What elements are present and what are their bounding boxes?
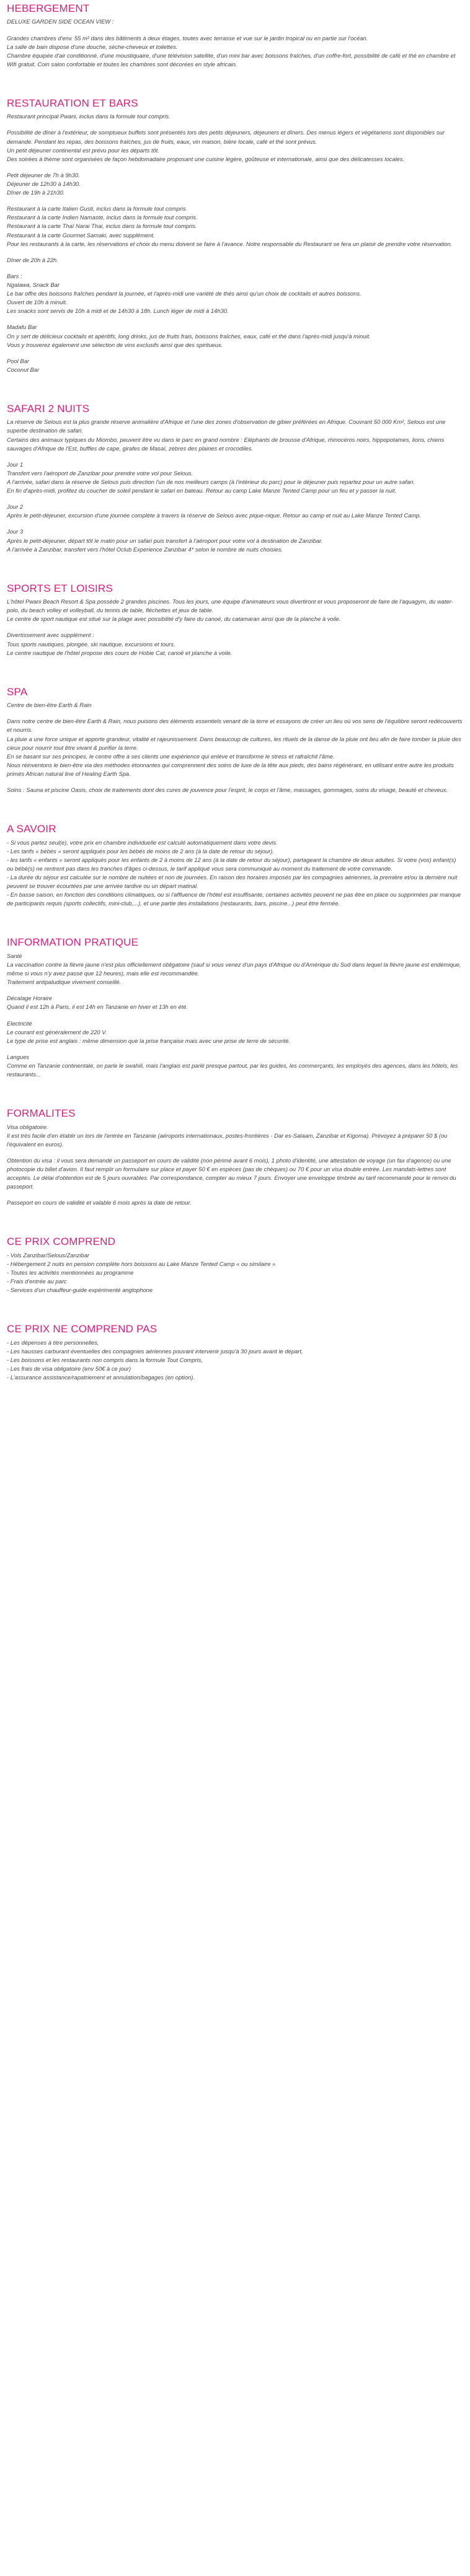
paragraph-gap <box>7 520 463 527</box>
paragraph-gap <box>7 495 463 503</box>
section-title: CE PRIX COMPREND <box>7 1236 116 1248</box>
paragraph-gap <box>7 778 463 786</box>
paragraph-gap <box>7 987 463 994</box>
paragraph: Jour 2 Après le petit-déjeuner, excursion d'une journée complète à travers la réserve de Selous avec pique-nique. Retour au camp et nuit au Lake Manze Tented Camp. <box>7 503 421 519</box>
section-sports-et-loisirs <box>7 582 463 657</box>
paragraph-gap <box>7 315 463 323</box>
section-a-savoir <box>7 823 463 908</box>
paragraph: La réserve de Selous est la plus grande réserve animalière d'Afrique et l'une des zones d'observation de gibier préférées en Afrique. Couvrant 50 000 Km², Selous est une superbe destination de safari. Certains des animaux typiques du Miombo, peuvent être vu dans le parc en grand nombre : Eléphants de brousse d'Afrique, rhinocéros noirs, hippopotames, lions, chiens sauvages d'Afrique de l'Est, buffles de cape, girafes de Masaï, zèbres des plaines et crocodiles. <box>7 418 446 452</box>
section-title: HEBERGEMENT <box>7 2 90 14</box>
section-safari-2-nuits <box>7 403 463 554</box>
paragraph: - Les dépenses à titre personnelles, - Les hausses carburant éventuelles des compagnies aériennes pouvant intervenir jusqu'à 30 jours avant le départ, - Les boissons et les restaurants non compris dans la formule Tout Compris, - Les frais de visa obligatoire (env 50€ à ce jour) - L'assurance assistance/rapatriement et annulation/bagages (en option). <box>7 1339 303 1381</box>
paragraph: Dans notre centre de bien-être Earth & Rain, nous puisons des éléments essentiels venant de la terre et essayons de créer un lieu où vos sens de l'équilibre seront redécouverts et nourris. La pluie a une force unique et apporte grandeur, vitalité et rajeunissement. Dans beaucoup de cultures, les rituels de la danse de la pluie ont lieu afin de faire tomber la pluie des cieux pour nourrir tout être vivant & purifier la terre. En se basant sur ses principes, le centre offre à ses clients une expérience qui enlève et transforme le stress et rafraîchit l'âme. Nous réinventons le bien-être via des méthodes étonnantes qui comprennent des soins de luxe de la tête aux pieds, des bains régénérant, en utilisant entre autre les produits primés African natural line of Healing Earth Spa. <box>7 718 463 777</box>
paragraph-gap <box>7 1045 463 1053</box>
paragraph: Pool Bar Coconut Bar <box>7 357 40 373</box>
paragraph-gap <box>7 248 463 256</box>
paragraph: Santé La vaccination contre la fièvre jaune n'est plus officiellement obligatoire (sauf si vous venez d'un pays d'Afrique ou d'Amérique du Sud dans lequel la fièvre jaune est endémique, même si vous n'y avez passé que 12 heures), mais elle est recommandée. Traitement antipaludique vivement conseillé. <box>7 952 461 986</box>
paragraph-gap <box>7 453 463 460</box>
section-title: INFORMATION PRATIQUE <box>7 936 139 949</box>
paragraph: Soins : Sauna et piscine Oasis, choix de traitements dont des cures de jouvence pour l'esprit, le corps et l'âme, massages, gommages, soins du visage, beauté et cheveux. <box>7 786 448 794</box>
paragraph: Possibilité de dîner à l'extérieur, de somptueux buffets sont présentés lors des petits déjeuners, déjeuners et dîners. Des menus légers et végétariens sont disponibles sur demande. Pendant les repas, des boissons fraîches, jus de fruits, eaux, vin maison, bière locale, café et thé sont prévus. Un petit déjeuner continental est prévu pour les départs tôt. Des soirées à thème sont organisées de façon hebdomadaire proposant une cuisine légère, goûteuse et internationale, ainsi que des délicatesses locales. <box>7 129 445 162</box>
section-title: SPORTS ET LOISIRS <box>7 582 113 594</box>
paragraph: Centre de bien-être Earth & Rain <box>7 701 92 709</box>
paragraph: Restaurant à la carte Italien Gusti, inclus dans la formule tout compris Restaurant à la carte Indien Namaste, inclus dans la formule tout compris. Restaurant à la carte Thaï Narai Thai, inclus dans la formule tout compris. Restaurant à la carte Gourmet Samaki, avec supplément. Pour les restaurants à la carte, les réservations et choix du menu doivent se faire à l'avance. Notre responsable du Restaurant se fera un plaisir de prendre votre réservation. <box>7 205 453 247</box>
paragraph-gap <box>7 197 463 204</box>
paragraph: - Vols Zanzibar/Selous/Zanzibar - Hébergement 2 nuits en pension complète hors boissons au Lake Manze Tented Camp « ou similaire » - Toutes les activités mentionnées au programme - Frais d'entrée au parc - Services d'un chauffeur-guide expérimenté anglophone <box>7 1251 276 1294</box>
paragraph: DELUXE GARDEN SIDE OCEAN VIEW : <box>7 18 114 25</box>
paragraph-gap <box>7 164 463 171</box>
paragraph-gap <box>7 349 463 357</box>
section-information-pratique <box>7 936 463 1079</box>
paragraph: Passeport en cours de validité et valable 6 mois après la date de retour. <box>7 1199 192 1207</box>
paragraph: Petit déjeuner de 7h à 9h30. Déjeuner de 12h30 à 14h30. Dîner de 19h à 21h30. <box>7 171 81 196</box>
paragraph: Langues Comme en Tanzanie continentale, on parle le swahili, mais l'anglais est parlé presque partout, par les guides, les commerçants, les employés des agences, dans les hôtels, les restaurants... <box>7 1053 458 1078</box>
section-restauration-et-bars <box>7 97 463 374</box>
paragraph-gap <box>7 710 463 717</box>
section-ce-prix-comprend <box>7 1236 463 1295</box>
section-title: A SAVOIR <box>7 823 56 835</box>
paragraph: Madafu Bar On y sert de délicieux cocktails et apéritifs, long drinks, jus de fruits frais, boissons fraîches, eaux, café et thé dans l'après-midi jusqu'à minuit. Vous y trouverez également une sélection de vins exclusifs ainsi que des spiritueux. <box>7 323 371 348</box>
paragraph-gap <box>7 27 463 34</box>
paragraph: Electricité Le courant est généralement de 220 V. Le type de prise est anglais : même dimension que la prise française mais avec une prise de terre de sécurité. <box>7 1019 291 1044</box>
paragraph-gap <box>7 1191 463 1198</box>
section-hebergement <box>7 2 463 69</box>
section-title: FORMALITES <box>7 1107 76 1120</box>
paragraph: Jour 1 Transfert vers l'aéroport de Zanzibar pour prendre votre vol pour Selous. A l'arrivée, safari dans la réserve de Selous puis direction l'un de nos meilleurs camps (à l'intérieur du parc) pour le déjeuner puis repartez pour un autre safari. En fin d'après-midi, profitez du coucher de soleil pendant le safari en bateau. Retour au camp Lake Manze Tented Camp pour un feu et y passer la nuit. <box>7 460 415 495</box>
paragraph-gap <box>7 1149 463 1156</box>
paragraph: Grandes chambres d'env. 55 m² dans des bâtiments à deux étages, toutes avec terrasse et vue sur le jardin tropical ou en partie sur l'océan. La salle de bain dispose d'une douche, sèche-cheveux et toilettes. Chambre équipée d'air conditionné, d'une moustiquaire, d'une télévision satellite, d'un mini bar avec boissons fraîches, d'un coffre-fort, possibilité de café et thé en chambre et Wifi gratuit. Coin salon confortable et toutes les chambres sont décorées en style africain. <box>7 34 456 68</box>
paragraph: Jour 3 Après le petit-déjeuner, départ tôt le matin pour un safari puis transfert à l'aéroport pour votre vol à destination de Zanzibar. A l'arrivée à Zanzibar, transfert vers l'hôtel Oclub Experience Zanzibar 4* selon le nombre de nuits choisies. <box>7 528 323 553</box>
paragraph-gap <box>7 1012 463 1019</box>
paragraph-gap <box>7 623 463 631</box>
paragraph-gap <box>7 265 463 272</box>
paragraph: Bars : Ngalawa, Snack Bar Le bar offre des boissons fraîches pendant la journée, et l'après-midi une variété de thés ainsi qu'un choix de cocktails et autres boissons. Ouvert de 10h à minuit. Les snacks sont servis de 10h à midi et de 14h30 à 18h. Lunch léger de midi à 14h30. <box>7 272 361 315</box>
paragraph: Restaurant principal Pwani, inclus dans la formule tout compris. <box>7 113 171 120</box>
section-title: RESTAURATION ET BARS <box>7 97 138 109</box>
section-title: SAFARI 2 NUITS <box>7 402 90 415</box>
section-title: CE PRIX NE COMPREND PAS <box>7 1323 157 1335</box>
paragraph: - Si vous partez seul(e), votre prix en chambre individuelle est calculé automatiquement dans votre devis. - Les tarifs « bébés » seront appliqués pour les bébés de moins de 2 ans (à la date de retour du séjour). - les tarifs « enfants » seront appliqués pour les enfants de 2 à moins de 12 ans (à la date de retour du séjour), partageant la chambre de deux adultes. Si votre (vos) enfant(s) ou bébé(s) ne rentrent pas dans les tranches d'âges ci-dessus, le tarif appliqué vous sera communiqué au moment du traitement de votre commande. - La durée du séjour est calculée sur le nombre de nuitées et non de journées. En raison des horaires imposés par les compagnies aériennes, la première et/ou la dernière nuit peuvent se trouver écourtées par une arrivée tardive ou un départ matinal. - En basse saison, en fonction des conditions climatiques, ou si l'affluence de l'hôtel est insuffisante, certaines activités peuvent ne pas être en place ou supprimées par manque de participants requis (sports collectifs, mini-club,...), et une partie des installations (restaurants, bars, piscine...) peut être fermée. <box>7 838 461 907</box>
section-title: SPA <box>7 685 28 698</box>
section-ce-prix-ne-comprend-pas <box>7 1323 463 1382</box>
paragraph: Dîner de 20h à 22h. <box>7 256 58 263</box>
paragraph: Décalage Horaire Quand il est 12h à Paris, il est 14h en Tanzanie en hiver et 13h en été. <box>7 995 188 1011</box>
section-spa <box>7 686 463 794</box>
paragraph: Obtention du visa : il vous sera demandé un passeport en cours de validité (non périmé avant 6 mois), 1 photo d'identité, une attestation de voyage (un fax d'agence) ou une photocopie du billet d'avion. Il faut remplir un formulaire sur place et payer 50 € en espèces (pas de chèques) ou 70 € pour un visa double entrée. Les mandats-lettres sont acceptés. Le délai d'obtention est de 5 jours ouvrables. Par correspondance, compter au mieux 7 jours. Envoyer une enveloppe timbrée au tarif recommandé pour le renvoi du passeport. <box>7 1156 456 1190</box>
section-formalites <box>7 1107 463 1207</box>
paragraph: Visa obligatoire. Il est très facile d'en établir un lors de l'entrée en Tanzanie (aéroports internationaux, postes-frontières - Dar es-Salaam, Zanzibar et Kigoma). Prévoyez à préparer 50 $ (ou l'équivalent en euros). <box>7 1123 448 1148</box>
paragraph-gap <box>7 121 463 128</box>
paragraph: Divertissement avec supplément : Tous sports nautiques, plongée, ski nautique, excursions et tours. Le centre nautique de l'hôtel propose des cours de Hobie Cat, canoë et planche à voile. <box>7 631 233 656</box>
paragraph: L'hôtel Pwani Beach Resort & Spa possède 2 grandes piscines. Tous les jours, une équipe d'animateurs vous divertiront et vous proposeront de faire de l'aquagym, du water-polo, du beach volley et volleyball, du tennis de table, fléchettes et jeux de table. Le centre de sport nautique est situé sur la plage avec possibilité d'y faire du canoé, du catamaran ainsi que de la planche à voile. <box>7 598 453 623</box>
